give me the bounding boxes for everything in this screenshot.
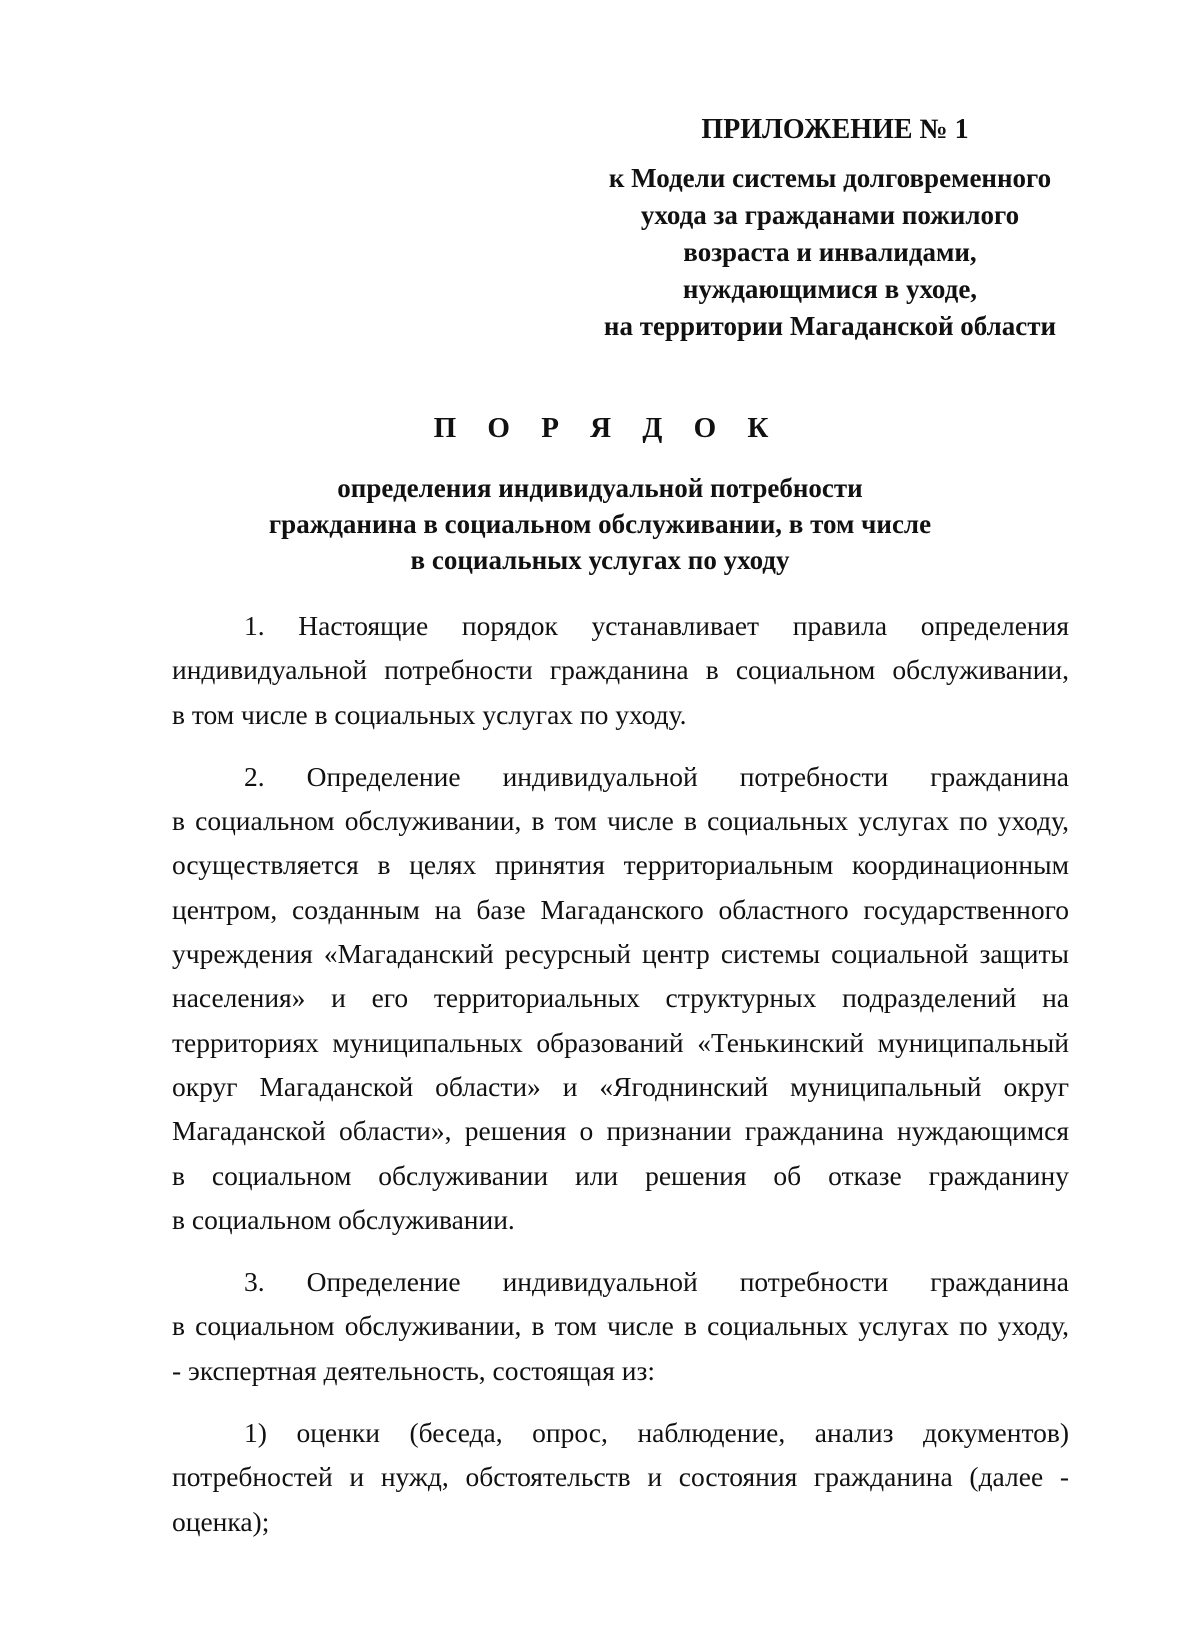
paragraph-spacer bbox=[172, 1242, 1069, 1260]
text-line: в социальном обслуживании или решения об отказе гражданину bbox=[172, 1159, 1069, 1191]
text-line: Магаданской области», решения о признании гражданина нуждающимся bbox=[172, 1115, 1069, 1147]
paragraph-3 bbox=[172, 1260, 1069, 1393]
appendix-header bbox=[560, 112, 1100, 345]
document-subtitle-line: в социальных услугах по уходу bbox=[410, 545, 790, 575]
text-line: индивидуальной потребности гражданина в социальном обслуживании, bbox=[172, 654, 1069, 686]
text-line: - экспертная деятельность, состоящая из: bbox=[172, 1354, 655, 1386]
paragraph-2 bbox=[172, 755, 1069, 1242]
text-line: оценка); bbox=[172, 1505, 270, 1537]
text-line: центром, созданным на базе Магаданского областного государственного bbox=[172, 893, 1069, 925]
appendix-line: к Модели системы долговременного bbox=[608, 163, 1052, 193]
text-line: округ Магаданской области» и «Ягоднинский муниципальный округ bbox=[172, 1070, 1069, 1102]
text-line: 3. Определение индивидуальной потребности гражданина bbox=[244, 1266, 1069, 1298]
text-line: 1. Настоящие порядок устанавливает правила определения bbox=[244, 610, 1069, 641]
paragraph-spacer bbox=[172, 1393, 1069, 1411]
paragraph-spacer bbox=[172, 737, 1069, 755]
appendix-number: ПРИЛОЖЕНИЕ № 1 bbox=[701, 114, 969, 145]
document-subtitle-line: гражданина в социальном обслуживании, в том числе bbox=[268, 509, 932, 539]
text-line: 2. Определение индивидуальной потребности гражданина bbox=[244, 760, 1069, 792]
appendix-line: ухода за гражданами пожилого bbox=[640, 200, 1020, 230]
document-title: П О Р Я Д О К bbox=[433, 412, 781, 444]
text-line: в том числе в социальных услугах по уходу. bbox=[172, 698, 687, 730]
text-line: территориях муниципальных образований «Тенькинский муниципальный bbox=[172, 1026, 1069, 1058]
text-line: осуществляется в целях принятия территориальным координационным bbox=[172, 849, 1069, 881]
document-body bbox=[172, 604, 1069, 1544]
text-line: потребностей и нужд, обстоятельств и состояния гражданина (далее - bbox=[172, 1461, 1069, 1493]
document-subtitle-line: определения индивидуальной потребности bbox=[337, 473, 863, 503]
paragraph-3-item-1 bbox=[172, 1411, 1069, 1544]
paragraph-1 bbox=[172, 604, 1069, 737]
text-line: учреждения «Магаданский ресурсный центр системы социальной защиты bbox=[172, 938, 1069, 970]
text-line: 1) оценки (беседа, опрос, наблюдение, анализ документов) bbox=[244, 1417, 1069, 1449]
text-line: в социальном обслуживании, в том числе в социальных услугах по уходу, bbox=[172, 1310, 1069, 1342]
appendix-line: возраста и инвалидами, bbox=[683, 237, 977, 267]
appendix-line: нуждающимися в уходе, bbox=[682, 274, 978, 304]
text-line: населения» и его территориальных структурных подразделений на bbox=[172, 982, 1069, 1014]
appendix-line: на территории Магаданской области bbox=[603, 311, 1057, 341]
document-title-block bbox=[120, 408, 1080, 578]
text-line: в социальном обслуживании. bbox=[172, 1203, 515, 1235]
text-line: в социальном обслуживании, в том числе в социальных услугах по уходу, bbox=[172, 805, 1069, 837]
